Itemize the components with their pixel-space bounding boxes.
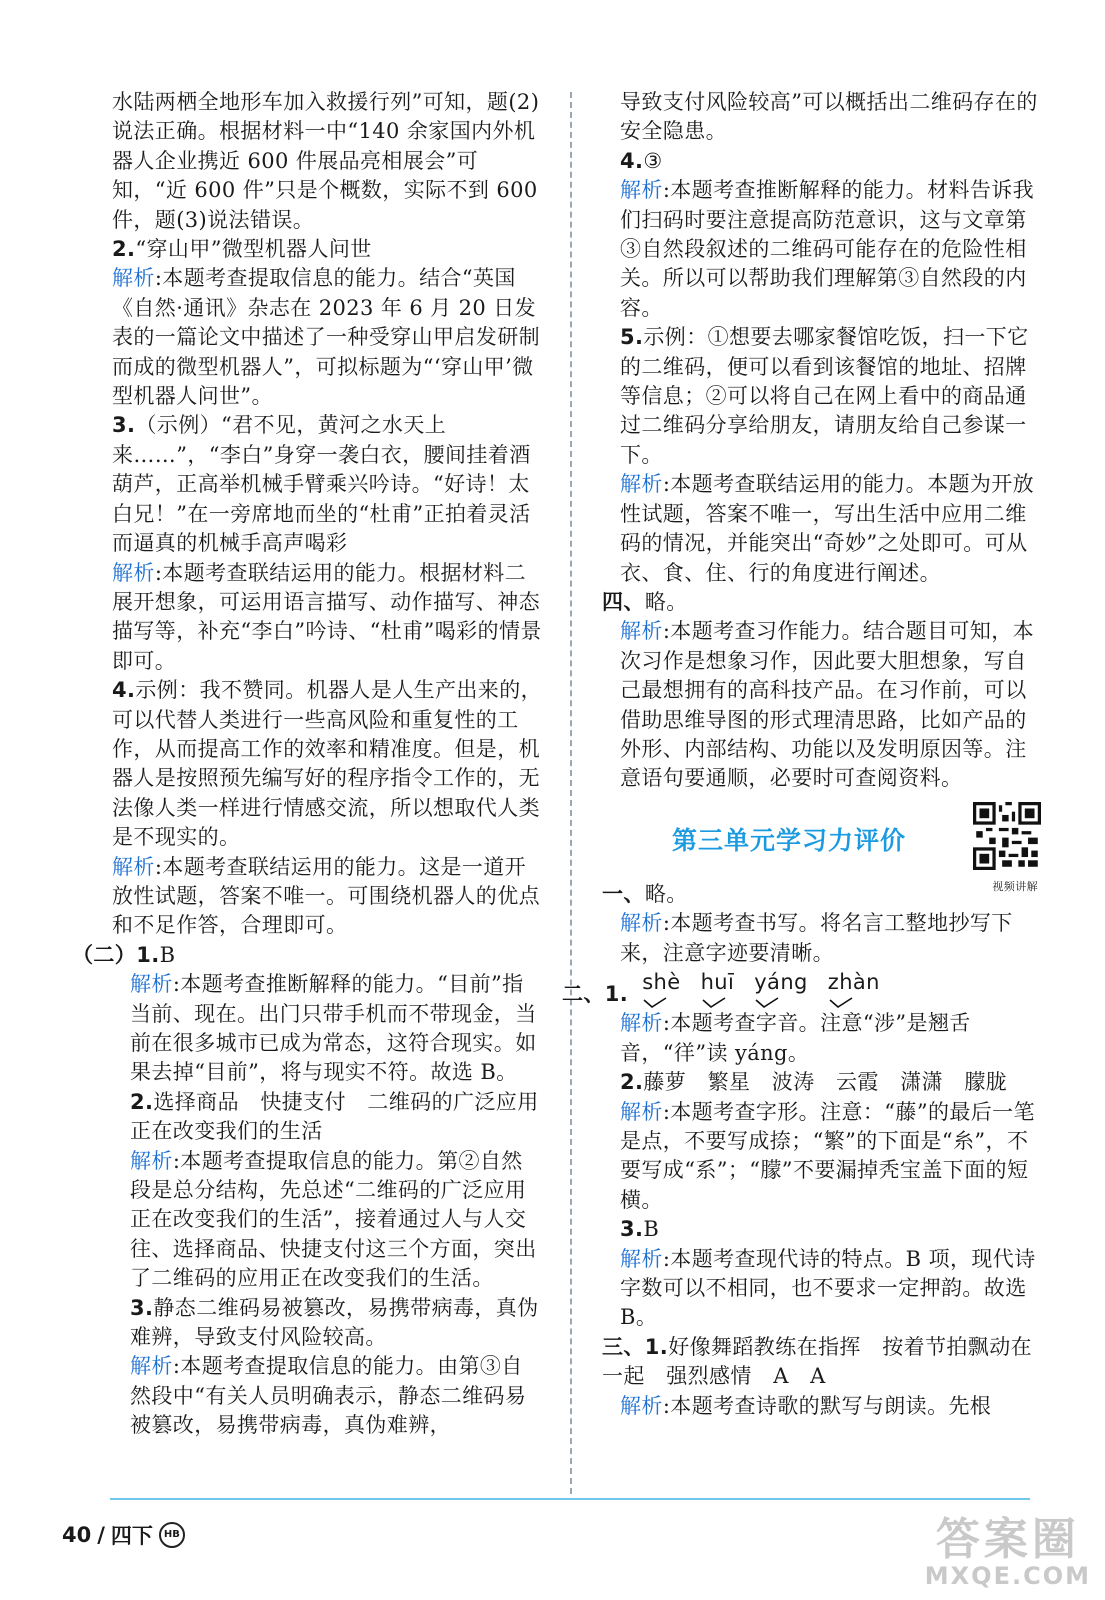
item-number: 2. — [130, 1089, 154, 1114]
pinyin-choice — [701, 968, 735, 1009]
answer-item — [602, 588, 1042, 617]
answer-item — [112, 235, 544, 264]
explanation-text: :本题考查习作能力。结合题目可知，本次习作是想象习作，因此要大胆想象，写自己最想拥有的高科技产品。在习作前，可以借助思维导图的形式理清思路，比如产品的外形、内部结构、功能以及发明原因等。注意语句要通顺，必要时可查阅资料。 — [620, 619, 1035, 791]
item-number: 3. — [112, 413, 136, 438]
item-number: 二、1. — [562, 981, 629, 1006]
qr-code-icon[interactable] — [972, 802, 1042, 870]
explanation-text: :本题考查推断解释的能力。“目前”指当前、现在。出门只带手机而不带现金，当前在很多城市已成为常态，这符合现实。如果去掉“目前”，将与现实不符。故选 B。 — [130, 972, 537, 1085]
answer-text: 略。 — [644, 589, 688, 614]
item-number: 4. — [112, 678, 136, 703]
pinyin-choice — [642, 968, 680, 1009]
explanation-label: 解析 — [130, 1148, 173, 1173]
pinyin-answer — [562, 968, 1042, 1009]
answer-text: “穿山甲”微型机器人问世 — [135, 237, 372, 262]
explanation-text: :本题考查诗歌的默写与朗读。先根 — [662, 1393, 992, 1418]
check-mark-icon — [754, 997, 780, 1009]
answer-text: 选择商品 快捷支付 二维码的广泛应用正在改变我们的生活 — [130, 1089, 539, 1144]
answer-item — [602, 323, 1042, 470]
page-footer — [62, 1520, 185, 1550]
explanation — [602, 617, 1042, 793]
explanation — [112, 559, 544, 677]
answer-text: 藤萝 繁星 波涛 云霞 潇潇 朦胧 — [643, 1070, 1008, 1095]
explanation — [112, 853, 544, 941]
explanation-label: 解析 — [130, 972, 173, 997]
item-number: 2. — [112, 237, 136, 262]
pinyin-text: huī — [700, 969, 735, 994]
answer-item — [112, 1088, 544, 1147]
explanation-label: 解析 — [620, 1393, 663, 1418]
item-number: 3. — [130, 1295, 154, 1320]
item-number: （二）1. — [72, 942, 160, 967]
item-number: 5. — [620, 325, 644, 350]
answer-item — [72, 941, 544, 970]
explanation-text: :本题考查提取信息的能力。结合“英国《自然·通讯》杂志在 2023 年 6 月 20 日发表的一篇论文中描述了一种受穿山甲启发研制而成的微型机器人”，可拟标题为“‘穿山甲’微型机器人问世”。 — [112, 266, 540, 409]
page-number: 40 — [62, 1523, 92, 1547]
answer-text: 略。 — [644, 881, 688, 906]
explanation — [602, 176, 1042, 323]
explanation — [602, 1392, 1042, 1421]
explanation-label: 解析 — [620, 1011, 663, 1036]
pinyin-text: shè — [642, 969, 681, 994]
footer-line — [110, 1498, 1030, 1500]
explanation — [602, 1245, 1042, 1333]
item-number: 三、1. — [602, 1334, 669, 1359]
item-number: 一、 — [602, 881, 645, 906]
paragraph: 导致支付风险较高”可以概括出二维码存在的安全隐患。 — [620, 90, 1038, 144]
column-divider — [570, 92, 572, 1494]
check-mark-icon — [828, 997, 854, 1009]
paragraph: 水陆两栖全地形车加入救援行列”可知，题(2)说法正确。根据材料一中“140 余家国内外机器人企业携近 600 件展品亮相展会”可知，“近 600 件”只是个概数，实际不到 600 件，题(3)说法错误。 — [112, 90, 540, 232]
answer-item — [602, 1215, 1042, 1244]
right-column-top — [602, 88, 1042, 794]
explanation-label: 解析 — [620, 178, 663, 203]
pinyin-text: zhàn — [827, 969, 880, 994]
answer-item — [112, 676, 544, 852]
answer-text: 静态二维码易被篡改，易携带病毒，真伪难辨，导致支付风险较高。 — [130, 1295, 539, 1350]
explanation — [602, 1098, 1042, 1216]
explanation — [112, 264, 544, 411]
answer-text: 示例：我不赞同。机器人是人生产出来的，可以代替人类进行一些高风险和重复性的工作，从而提高工作的效率和精准度。但是，机器人是按照预先编写好的程序指令工作的，无法像人类一样进行情感交流，所以想取代人类是不现实的。 — [112, 678, 542, 850]
item-number: 4. — [620, 148, 644, 173]
answer-text: 好像舞蹈教练在指挥 按着节拍飘动在一起 强烈感情 A A — [602, 1334, 1033, 1389]
explanation-text: :本题考查联结运用的能力。本题为开放性试题，答案不唯一，写出生活中应用二维码的情况，并能突出“奇妙”之处即可。可从衣、食、住、行的角度进行阐述。 — [620, 472, 1035, 585]
explanation-label: 解析 — [620, 619, 663, 644]
explanation-text: :本题考查字形。注意：“藤”的最后一笔是点，不要写成捺；“繁”的下面是“糸”，不要写成“系”；“朦”不要漏掉秃宝盖下面的短横。 — [620, 1099, 1035, 1212]
answer-text: （示例）“君不见，黄河之水天上来……”，“李白”身穿一袭白衣，腰间挂着酒葫芦，正高举机械手臂乘兴吟诗。“好诗！太白兄！”在一旁席地而坐的“杜甫”正拍着灵活而逼真的机械手高声喝彩 — [112, 413, 531, 556]
explanation — [602, 470, 1042, 588]
explanation-label: 解析 — [112, 854, 155, 879]
grade-label: 四下 — [110, 1524, 153, 1548]
watermark — [924, 1514, 1091, 1590]
explanation — [112, 1352, 544, 1440]
footer-separator: / — [97, 1523, 105, 1547]
explanation-label: 解析 — [112, 266, 155, 291]
answer-item — [602, 147, 1042, 176]
watermark-text: 答案圈 — [935, 1514, 1080, 1565]
answer-item — [602, 1068, 1042, 1097]
explanation-label: 解析 — [620, 1246, 663, 1271]
left-column — [72, 88, 544, 1441]
answer-item — [112, 411, 544, 558]
answer-text: B — [159, 942, 176, 967]
pinyin-choice — [754, 968, 808, 1009]
right-column-section-1 — [602, 880, 1042, 968]
qr-caption: 视频讲解 — [992, 879, 1038, 893]
explanation — [112, 1147, 544, 1294]
pinyin-choice — [828, 968, 880, 1009]
answer-text: ③ — [643, 148, 663, 173]
explanation — [602, 909, 1042, 968]
explanation-label: 解析 — [130, 1354, 173, 1379]
explanation-label: 解析 — [620, 911, 663, 936]
answer-item — [602, 1333, 1042, 1392]
section-header — [602, 808, 1042, 893]
explanation — [602, 1009, 1042, 1068]
explanation-text: :本题考查提取信息的能力。第②自然段是总分结构，先总述“二维码的广泛应用正在改变我们的生活”，接着通过人与人交往、选择商品、快捷支付这三个方面，突出了二维码的应用正在改变我们的生活。 — [130, 1148, 537, 1291]
explanation-label: 解析 — [620, 472, 663, 497]
explanation-text: :本题考查字音。注意“涉”是翘舌音，“徉”读 yáng。 — [620, 1011, 971, 1065]
explanation-label: 解析 — [620, 1099, 663, 1124]
explanation — [112, 970, 544, 1088]
explanation-label: 解析 — [112, 560, 155, 585]
right-column-section-2 — [602, 1009, 1042, 1421]
answer-item — [112, 1294, 544, 1353]
check-mark-icon — [701, 997, 727, 1009]
explanation-text: :本题考查联结运用的能力。根据材料二展开想象，可运用语言描写、动作描写、神态描写等，补充“李白”吟诗、“杜甫”喝彩的情景即可。 — [112, 560, 542, 673]
item-number: 3. — [620, 1217, 644, 1242]
item-number: 2. — [620, 1070, 644, 1095]
explanation-text: :本题考查联结运用的能力。这是一道开放性试题，答案不唯一。可围绕机器人的优点和不足作答，合理即可。 — [112, 854, 540, 938]
pinyin-text: yáng — [754, 969, 808, 994]
edition-badge: HB — [159, 1522, 185, 1548]
right-column — [562, 88, 1042, 1421]
item-number: 四、 — [602, 589, 645, 614]
section-title: 第三单元学习力评价 — [672, 825, 907, 855]
explanation-text: :本题考查推断解释的能力。材料告诉我们扫码时要注意提高防范意识，这与文章第③自然段叙述的二维码可能存在的危险性相关。所以可以帮助我们理解第③自然段的内容。 — [620, 178, 1035, 320]
check-mark-icon — [642, 997, 668, 1009]
explanation-text: :本题考查提取信息的能力。由第③自然段中“有关人员明确表示，静态二维码易被篡改，易携带病毒，真伪难辨， — [130, 1354, 527, 1438]
explanation-text: :本题考查书写。将名言工整地抄写下来，注意字迹要清晰。 — [620, 911, 1013, 965]
pinyin-list — [642, 968, 880, 1009]
answer-text: 示例：①想要去哪家餐馆吃饭，扫一下它的二维码，便可以看到该餐馆的地址、招牌等信息；②可以将自己在网上看中的商品通过二维码分享给朋友，请朋友给自己参谋一下。 — [620, 325, 1029, 467]
watermark-url: MXQE.COM — [924, 1562, 1091, 1590]
answer-item — [602, 880, 1042, 909]
explanation-text: :本题考查现代诗的特点。B 项，现代诗字数可以不相同，也不要求一定押韵。故选 B。 — [620, 1246, 1036, 1330]
answer-text: B — [643, 1217, 660, 1242]
